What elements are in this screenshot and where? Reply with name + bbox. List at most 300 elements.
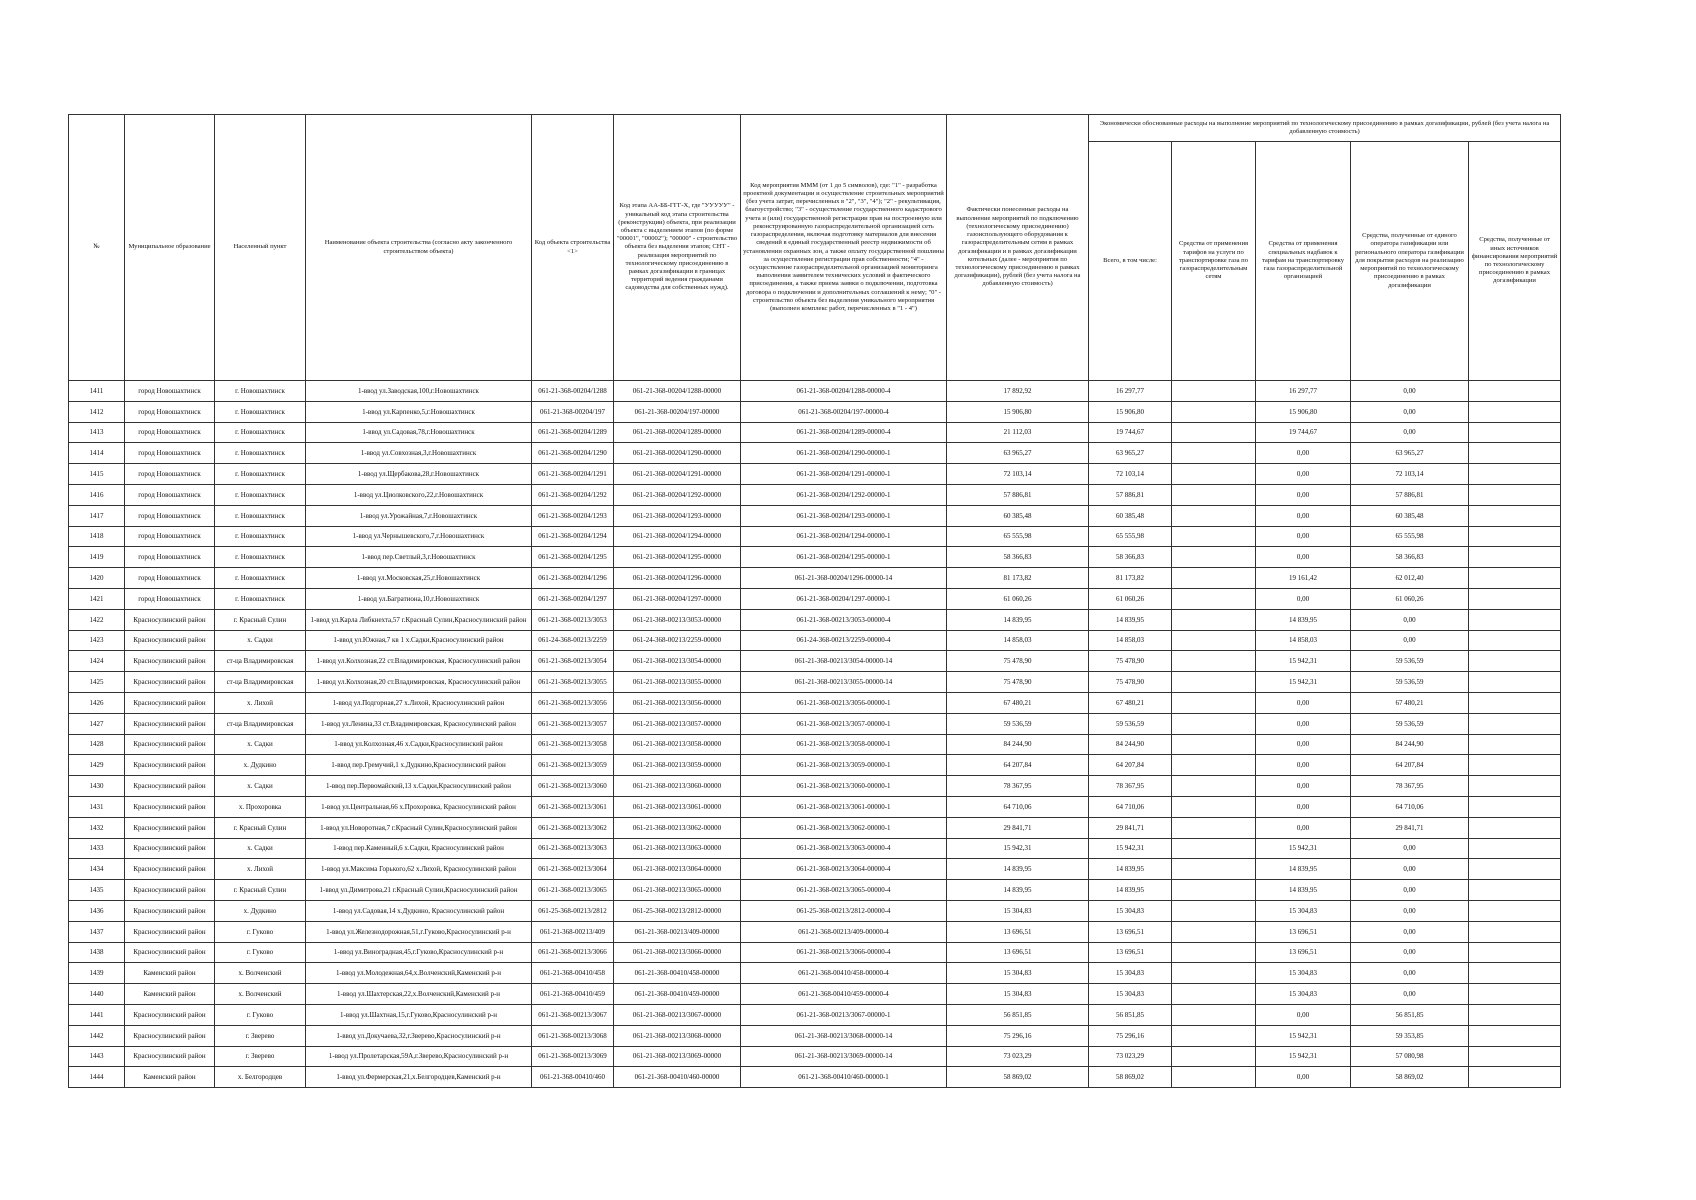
cell-object-code: 061-21-368-00204/1295: [532, 547, 614, 568]
cell-actual-costs: 60 385,48: [947, 505, 1089, 526]
cell-object-code: 061-21-368-00213/3058: [532, 734, 614, 755]
cell-settlement: г. Новошахтинск: [215, 484, 306, 505]
cell-markup-funds: 0,00: [1256, 755, 1351, 776]
cell-stage-code: 061-21-368-00204/1289-00000: [614, 422, 741, 443]
cell-measure-code: 061-24-368-00213/2259-00000-4: [741, 630, 947, 651]
cell-municipality: Красносулинский район: [125, 880, 215, 901]
cell-num: 1421: [69, 588, 125, 609]
header-measure-code: Код мероприятия МММ (от 1 до 5 символов), где: "1" - разработка проектной документации и осуществление строительных мероприятий (без учета затрат, перечисленных в "2", "3", "4"); "2" - рекультивация, благоустройство; "3" - осуществление государственного кадастрового учета и (или) государственной регистрации прав на построенную или реконструированную газораспределительной организацией сеть газораспределения, включая подготовку материалов для внесения сведений в единый государственный реестр недвижимости об установлении охранных зон, а также оплату государственной пошлины за осуществление регистрации прав собственности; "4" - осуществление газораспределительной организацией мониторинга выполнения заявителем технических условий и фактического присоединения, а также приема заявки о подключении, подготовка договора о подключении и дополнительных соглашений к нему; "0" - строительство объекта без выделения уникального мероприятия (выполнен комплекс работ, перечисленных в "1 - 4"): [741, 115, 947, 381]
cell-settlement: ст-ца Владимировская: [215, 651, 306, 672]
cell-object-code: 061-21-368-00213/3061: [532, 796, 614, 817]
cell-operator-funds: 0,00: [1351, 942, 1469, 963]
table-row: [69, 1025, 1561, 1046]
cell-stage-code: 061-21-368-00213/3061-00000: [614, 796, 741, 817]
cell-markup-funds: 15 942,31: [1256, 838, 1351, 859]
cell-other-funds: [1469, 381, 1561, 402]
cell-num: 1420: [69, 568, 125, 589]
cell-settlement: х. Садки: [215, 630, 306, 651]
table-row: [69, 796, 1561, 817]
cell-stage-code: 061-21-368-00204/197-00000: [614, 401, 741, 422]
cell-municipality: Красносулинский район: [125, 838, 215, 859]
cell-markup-funds: 15 906,80: [1256, 401, 1351, 422]
cell-object-code: 061-21-368-00213/3063: [532, 838, 614, 859]
cell-operator-funds: 59 536,59: [1351, 672, 1469, 693]
cell-actual-costs: 78 367,95: [947, 776, 1089, 797]
cell-municipality: Красносулинский район: [125, 1004, 215, 1025]
cell-actual-costs: 64 207,84: [947, 755, 1089, 776]
cell-measure-code: 061-21-368-00410/459-00000-4: [741, 984, 947, 1005]
cell-settlement: х. Прохоровка: [215, 796, 306, 817]
cell-measure-code: 061-21-368-00204/1297-00000-1: [741, 588, 947, 609]
cell-stage-code: 061-24-368-00213/2259-00000: [614, 630, 741, 651]
cell-tariff-funds: [1172, 588, 1256, 609]
cell-num: 1438: [69, 942, 125, 963]
cell-num: 1433: [69, 838, 125, 859]
cell-other-funds: [1469, 651, 1561, 672]
cell-markup-funds: 13 696,51: [1256, 921, 1351, 942]
cell-operator-funds: 64 207,84: [1351, 755, 1469, 776]
cell-object-name: 1-ввод ул.Садовая,78,г.Новошахтинск: [306, 422, 532, 443]
cell-settlement: г. Новошахтинск: [215, 526, 306, 547]
cell-object-name: 1-ввод ул.Фермерская,21,х.Белгородцев,Каменский р-н: [306, 1067, 532, 1088]
cell-settlement: х. Волченский: [215, 963, 306, 984]
cell-municipality: Каменский район: [125, 963, 215, 984]
table-body: [69, 381, 1561, 1088]
cell-actual-costs: 15 304,83: [947, 900, 1089, 921]
cell-actual-costs: 75 296,16: [947, 1025, 1089, 1046]
cell-object-code: 061-21-368-00213/3065: [532, 880, 614, 901]
cell-object-code: 061-21-368-00213/3062: [532, 817, 614, 838]
cell-actual-costs: 14 839,95: [947, 880, 1089, 901]
cell-object-code: 061-21-368-00213/3066: [532, 942, 614, 963]
cell-municipality: Красносулинский район: [125, 609, 215, 630]
cell-markup-funds: 15 942,31: [1256, 672, 1351, 693]
cell-municipality: Красносулинский район: [125, 796, 215, 817]
cell-markup-funds: 13 696,51: [1256, 942, 1351, 963]
cell-municipality: Красносулинский район: [125, 734, 215, 755]
cell-settlement: г. Новошахтинск: [215, 568, 306, 589]
cell-operator-funds: 78 367,95: [1351, 776, 1469, 797]
cell-object-name: 1-ввод пер.Первомайский,13 х.Садки,Красносулинский район: [306, 776, 532, 797]
cell-measure-code: 061-25-368-00213/2812-00000-4: [741, 900, 947, 921]
cell-settlement: х. Лихой: [215, 692, 306, 713]
cell-object-code: 061-21-368-00410/460: [532, 1067, 614, 1088]
cell-object-name: 1-ввод пер.Светлый,3,г.Новошахтинск: [306, 547, 532, 568]
cell-municipality: Красносулинский район: [125, 859, 215, 880]
cell-actual-costs: 15 906,80: [947, 401, 1089, 422]
cell-num: 1432: [69, 817, 125, 838]
cell-tariff-funds: [1172, 568, 1256, 589]
cell-object-code: 061-25-368-00213/2812: [532, 900, 614, 921]
cell-measure-code: 061-21-368-00213/3069-00000-14: [741, 1046, 947, 1067]
cell-measure-code: 061-21-368-00410/458-00000-4: [741, 963, 947, 984]
cell-measure-code: 061-21-368-00204/1296-00000-14: [741, 568, 947, 589]
cell-actual-costs: 21 112,03: [947, 422, 1089, 443]
table-row: [69, 505, 1561, 526]
cell-municipality: город Новошахтинск: [125, 547, 215, 568]
cell-settlement: г. Гуково: [215, 1004, 306, 1025]
cell-operator-funds: 29 841,71: [1351, 817, 1469, 838]
cell-measure-code: 061-21-368-00213/409-00000-4: [741, 921, 947, 942]
cell-object-name: 1-ввод ул.Щербакова,28,г.Новошахтинск: [306, 464, 532, 485]
cell-stage-code: 061-21-368-00204/1293-00000: [614, 505, 741, 526]
cell-other-funds: [1469, 817, 1561, 838]
cell-other-funds: [1469, 859, 1561, 880]
cell-other-funds: [1469, 1025, 1561, 1046]
cell-actual-costs: 57 886,81: [947, 484, 1089, 505]
cell-markup-funds: 16 297,77: [1256, 381, 1351, 402]
cell-markup-funds: 14 858,03: [1256, 630, 1351, 651]
cell-object-name: 1-ввод ул.Колхозная,20 ст.Владимировская, Красносулинский район: [306, 672, 532, 693]
cell-object-name: 1-ввод ул.Колхозная,22 ст.Владимировская, Красносулинский район: [306, 651, 532, 672]
cell-other-funds: [1469, 505, 1561, 526]
cell-settlement: г. Новошахтинск: [215, 422, 306, 443]
cell-tariff-funds: [1172, 484, 1256, 505]
cell-municipality: город Новошахтинск: [125, 484, 215, 505]
header-municipality: Муниципальное образование: [125, 115, 215, 381]
table-row: [69, 547, 1561, 568]
cell-municipality: город Новошахтинск: [125, 464, 215, 485]
cell-tariff-funds: [1172, 1004, 1256, 1025]
cell-markup-funds: 15 304,83: [1256, 963, 1351, 984]
cell-tariff-funds: [1172, 692, 1256, 713]
cell-municipality: город Новошахтинск: [125, 443, 215, 464]
cell-actual-costs: 14 839,95: [947, 859, 1089, 880]
cell-municipality: Красносулинский район: [125, 651, 215, 672]
cell-other-funds: [1469, 443, 1561, 464]
cell-markup-funds: 0,00: [1256, 443, 1351, 464]
cell-object-name: 1-ввод ул.Совхозная,3,г.Новошахтинск: [306, 443, 532, 464]
cell-actual-costs: 65 555,98: [947, 526, 1089, 547]
cell-total: 13 696,51: [1089, 921, 1172, 942]
cell-other-funds: [1469, 1046, 1561, 1067]
cell-object-code: 061-21-368-00213/3059: [532, 755, 614, 776]
cell-settlement: г. Новошахтинск: [215, 588, 306, 609]
cell-actual-costs: 72 103,14: [947, 464, 1089, 485]
cell-total: 15 304,83: [1089, 984, 1172, 1005]
cell-operator-funds: 65 555,98: [1351, 526, 1469, 547]
cell-settlement: г. Новошахтинск: [215, 505, 306, 526]
cell-num: 1439: [69, 963, 125, 984]
cell-num: 1426: [69, 692, 125, 713]
cell-object-name: 1-ввод ул.Новоротная,7 г.Красный Сулин,Красносулинский район: [306, 817, 532, 838]
cell-stage-code: 061-21-368-00204/1290-00000: [614, 443, 741, 464]
cell-actual-costs: 14 839,95: [947, 609, 1089, 630]
cell-num: 1422: [69, 609, 125, 630]
cell-markup-funds: 0,00: [1256, 484, 1351, 505]
cell-object-name: 1-ввод ул.Южная,7 кв 1 х.Садки,Красносулинский район: [306, 630, 532, 651]
cell-total: 65 555,98: [1089, 526, 1172, 547]
table-row: [69, 921, 1561, 942]
cell-total: 64 207,84: [1089, 755, 1172, 776]
cell-total: 57 886,81: [1089, 484, 1172, 505]
cell-tariff-funds: [1172, 1046, 1256, 1067]
cell-tariff-funds: [1172, 796, 1256, 817]
cell-markup-funds: 15 942,31: [1256, 651, 1351, 672]
cell-other-funds: [1469, 755, 1561, 776]
header-stage-code: Код этапа АА-ББ-ГГГ-Х, где "УУУУУ" - уникальный код этапа строительства (реконструкции) объекта, при реализации объекта с выделением этапов (по форме "00001", "00002"); "00000" - строительство объекта без выделения этапов; СНТ - реализация мероприятий по технологическому присоединению в рамках догазификации в границах территорий ведения гражданами садоводства для собственных нужд).: [614, 115, 741, 381]
cell-total: 15 942,31: [1089, 838, 1172, 859]
cell-stage-code: 061-21-368-00213/3066-00000: [614, 942, 741, 963]
cell-num: 1430: [69, 776, 125, 797]
cell-municipality: Красносулинский район: [125, 713, 215, 734]
cell-measure-code: 061-21-368-00213/3068-00000-14: [741, 1025, 947, 1046]
table-row: [69, 838, 1561, 859]
cell-markup-funds: 15 942,31: [1256, 1025, 1351, 1046]
cell-municipality: Каменский район: [125, 984, 215, 1005]
cell-stage-code: 061-21-368-00213/409-00000: [614, 921, 741, 942]
cell-markup-funds: 19 744,67: [1256, 422, 1351, 443]
cell-object-code: 061-21-368-00213/3054: [532, 651, 614, 672]
cell-total: 63 965,27: [1089, 443, 1172, 464]
cell-markup-funds: 14 839,95: [1256, 609, 1351, 630]
cell-other-funds: [1469, 588, 1561, 609]
cell-operator-funds: 0,00: [1351, 921, 1469, 942]
cell-measure-code: 061-21-368-00213/3055-00000-14: [741, 672, 947, 693]
cell-other-funds: [1469, 734, 1561, 755]
cell-measure-code: 061-21-368-00410/460-00000-1: [741, 1067, 947, 1088]
cell-num: 1431: [69, 796, 125, 817]
cell-object-code: 061-21-368-00213/3068: [532, 1025, 614, 1046]
cell-municipality: Красносулинский район: [125, 817, 215, 838]
header-markup-funds: Средства от применения специальных надбавок к тарифам на транспортировку газа газораспределительной организацией: [1256, 142, 1351, 381]
cell-object-code: 061-24-368-00213/2259: [532, 630, 614, 651]
cell-actual-costs: 67 480,21: [947, 692, 1089, 713]
cell-stage-code: 061-21-368-00213/3060-00000: [614, 776, 741, 797]
cell-object-name: 1-ввод ул.Шахтная,15,г.Гуково,Красносулинский р-н: [306, 1004, 532, 1025]
cell-object-name: 1-ввод ул.Московская,25,г.Новошахтинск: [306, 568, 532, 589]
cell-total: 15 304,83: [1089, 963, 1172, 984]
cell-total: 15 906,80: [1089, 401, 1172, 422]
cell-actual-costs: 29 841,71: [947, 817, 1089, 838]
cell-tariff-funds: [1172, 880, 1256, 901]
cell-object-name: 1-ввод ул.Багратиона,10,г.Новошахтинск: [306, 588, 532, 609]
cell-municipality: Красносулинский район: [125, 672, 215, 693]
table-row: [69, 859, 1561, 880]
cell-object-code: 061-21-368-00410/459: [532, 984, 614, 1005]
cell-actual-costs: 84 244,90: [947, 734, 1089, 755]
table-row: [69, 672, 1561, 693]
cell-other-funds: [1469, 422, 1561, 443]
cell-operator-funds: 58 869,02: [1351, 1067, 1469, 1088]
cell-actual-costs: 17 892,92: [947, 381, 1089, 402]
cell-markup-funds: 0,00: [1256, 734, 1351, 755]
header-other-funds: Средства, полученные от иных источников финансирования мероприятий по технологическому присоединению в рамках догазификации: [1469, 142, 1561, 381]
cell-stage-code: 061-25-368-00213/2812-00000: [614, 900, 741, 921]
cell-tariff-funds: [1172, 526, 1256, 547]
cell-object-code: 061-21-368-00204/1293: [532, 505, 614, 526]
cell-actual-costs: 15 304,83: [947, 984, 1089, 1005]
cell-stage-code: 061-21-368-00213/3069-00000: [614, 1046, 741, 1067]
table-row: [69, 880, 1561, 901]
cell-operator-funds: 57 080,98: [1351, 1046, 1469, 1067]
cell-tariff-funds: [1172, 443, 1256, 464]
cell-object-code: 061-21-368-00204/1289: [532, 422, 614, 443]
cell-measure-code: 061-21-368-00213/3054-00000-14: [741, 651, 947, 672]
cell-tariff-funds: [1172, 422, 1256, 443]
cell-object-code: 061-21-368-00213/3060: [532, 776, 614, 797]
cell-stage-code: 061-21-368-00213/3064-00000: [614, 859, 741, 880]
cell-num: 1436: [69, 900, 125, 921]
table-row: [69, 984, 1561, 1005]
cell-settlement: ст-ца Владимировская: [215, 672, 306, 693]
cell-markup-funds: 0,00: [1256, 776, 1351, 797]
cell-total: 78 367,95: [1089, 776, 1172, 797]
cell-num: 1427: [69, 713, 125, 734]
cell-operator-funds: 56 851,85: [1351, 1004, 1469, 1025]
cell-object-code: 061-21-368-00204/1288: [532, 381, 614, 402]
cell-operator-funds: 84 244,90: [1351, 734, 1469, 755]
cell-object-code: 061-21-368-00213/3053: [532, 609, 614, 630]
cell-other-funds: [1469, 942, 1561, 963]
cell-measure-code: 061-21-368-00213/3064-00000-4: [741, 859, 947, 880]
cell-municipality: Красносулинский район: [125, 1046, 215, 1067]
cell-object-name: 1-ввод ул.Виноградная,45,г.Гуково,Красносулинский р-н: [306, 942, 532, 963]
cell-actual-costs: 81 173,82: [947, 568, 1089, 589]
cell-tariff-funds: [1172, 942, 1256, 963]
table-row: [69, 1004, 1561, 1025]
cell-object-code: 061-21-368-00204/1292: [532, 484, 614, 505]
cell-stage-code: 061-21-368-00204/1294-00000: [614, 526, 741, 547]
cell-markup-funds: 19 161,42: [1256, 568, 1351, 589]
cell-actual-costs: 64 710,06: [947, 796, 1089, 817]
cell-measure-code: 061-21-368-00213/3061-00000-1: [741, 796, 947, 817]
cell-num: 1443: [69, 1046, 125, 1067]
cell-object-name: 1-ввод ул.Урожайная,7,г.Новошахтинск: [306, 505, 532, 526]
cell-object-code: 061-21-368-00204/1290: [532, 443, 614, 464]
cell-object-name: 1-ввод ул.Чернышевского,7,г.Новошахтинск: [306, 526, 532, 547]
cell-operator-funds: 61 060,26: [1351, 588, 1469, 609]
cell-total: 58 366,83: [1089, 547, 1172, 568]
cell-settlement: х. Белгородцев: [215, 1067, 306, 1088]
cell-actual-costs: 75 478,90: [947, 651, 1089, 672]
cell-actual-costs: 56 851,85: [947, 1004, 1089, 1025]
cell-num: 1417: [69, 505, 125, 526]
cell-object-code: 061-21-368-00204/1294: [532, 526, 614, 547]
cell-markup-funds: 0,00: [1256, 796, 1351, 817]
cell-measure-code: 061-21-368-00204/1290-00000-1: [741, 443, 947, 464]
cell-stage-code: 061-21-368-00213/3055-00000: [614, 672, 741, 693]
table-row: [69, 568, 1561, 589]
cell-num: 1419: [69, 547, 125, 568]
cell-municipality: Красносулинский район: [125, 921, 215, 942]
cell-total: 14 858,03: [1089, 630, 1172, 651]
cell-other-funds: [1469, 900, 1561, 921]
cell-tariff-funds: [1172, 464, 1256, 485]
cell-stage-code: 061-21-368-00410/460-00000: [614, 1067, 741, 1088]
cell-object-name: 1-ввод ул.Молодежная,64,х.Волченский,Каменский р-н: [306, 963, 532, 984]
header-economic-costs-group: Экономически обоснованные расходы на выполнение мероприятий по технологическому присоединению в рамках догазификации, рублей (без учета налога на добавленную стоимость): [1089, 115, 1561, 142]
cell-tariff-funds: [1172, 859, 1256, 880]
cell-other-funds: [1469, 401, 1561, 422]
cell-settlement: х. Дудкино: [215, 900, 306, 921]
cell-measure-code: 061-21-368-00204/197-00000-4: [741, 401, 947, 422]
cell-total: 81 173,82: [1089, 568, 1172, 589]
cell-tariff-funds: [1172, 984, 1256, 1005]
table-row: [69, 630, 1561, 651]
cell-actual-costs: 15 304,83: [947, 963, 1089, 984]
cell-settlement: г. Гуково: [215, 921, 306, 942]
cell-stage-code: 061-21-368-00213/3062-00000: [614, 817, 741, 838]
cell-object-name: 1-ввод ул.Докучаева,32,г.Зверево,Красносулинский р-н: [306, 1025, 532, 1046]
cell-municipality: Красносулинский район: [125, 630, 215, 651]
cell-measure-code: 061-21-368-00204/1292-00000-1: [741, 484, 947, 505]
header-actual-costs: Фактически понесенные расходы на выполнение мероприятий по подключению (технологическому присоединению) газоиспользующего оборудования к газораспределительным сетям в рамках догазификации и в рамках догазификации котельных (далее - мероприятия по технологическому присоединению в рамках догазификации), рублей (без учета налога на добавленную стоимость): [947, 115, 1089, 381]
cell-operator-funds: 0,00: [1351, 880, 1469, 901]
cell-other-funds: [1469, 1004, 1561, 1025]
table-row: [69, 900, 1561, 921]
cell-num: 1424: [69, 651, 125, 672]
cell-other-funds: [1469, 713, 1561, 734]
report-sheet: [68, 114, 1560, 1088]
cell-operator-funds: 64 710,06: [1351, 796, 1469, 817]
cell-num: 1435: [69, 880, 125, 901]
cell-operator-funds: 0,00: [1351, 401, 1469, 422]
table-row: [69, 651, 1561, 672]
cell-markup-funds: 0,00: [1256, 588, 1351, 609]
cell-tariff-funds: [1172, 651, 1256, 672]
cell-municipality: Каменский район: [125, 1067, 215, 1088]
table-row: [69, 963, 1561, 984]
cell-object-name: 1-ввод ул.Максима Горького,62 х.Лихой, Красносулинский район: [306, 859, 532, 880]
cell-markup-funds: 0,00: [1256, 547, 1351, 568]
cell-object-name: 1-ввод ул.Центральная,66 х.Прохоровка, Красносулинский район: [306, 796, 532, 817]
cell-object-name: 1-ввод ул.Карпенко,5,г.Новошахтинск: [306, 401, 532, 422]
cell-operator-funds: 72 103,14: [1351, 464, 1469, 485]
cell-object-code: 061-21-368-00410/458: [532, 963, 614, 984]
cell-other-funds: [1469, 526, 1561, 547]
cell-object-name: 1-ввод пер.Каменный,6 х.Садки, Красносулинский район: [306, 838, 532, 859]
table-row: [69, 1067, 1561, 1088]
header-num: №: [69, 115, 125, 381]
cell-operator-funds: 0,00: [1351, 984, 1469, 1005]
cell-municipality: город Новошахтинск: [125, 422, 215, 443]
table-row: [69, 817, 1561, 838]
cell-stage-code: 061-21-368-00204/1288-00000: [614, 381, 741, 402]
header-object-code: Код объекта строительства <1>: [532, 115, 614, 381]
cell-operator-funds: 59 536,59: [1351, 713, 1469, 734]
cell-object-name: 1-ввод ул.Колхозная,46 х.Садки,Красносулинский район: [306, 734, 532, 755]
cell-object-code: 061-21-368-00213/3055: [532, 672, 614, 693]
cell-stage-code: 061-21-368-00213/3063-00000: [614, 838, 741, 859]
cell-total: 14 839,95: [1089, 859, 1172, 880]
cell-object-code: 061-21-368-00204/1291: [532, 464, 614, 485]
cell-settlement: г. Новошахтинск: [215, 547, 306, 568]
cell-object-name: 1-ввод ул.Садовая,14 х.Дудкино, Красносулинский район: [306, 900, 532, 921]
cell-municipality: город Новошахтинск: [125, 505, 215, 526]
cell-other-funds: [1469, 880, 1561, 901]
cell-settlement: г. Красный Сулин: [215, 880, 306, 901]
cell-actual-costs: 73 023,29: [947, 1046, 1089, 1067]
cell-operator-funds: 0,00: [1351, 838, 1469, 859]
cell-other-funds: [1469, 464, 1561, 485]
cell-other-funds: [1469, 796, 1561, 817]
cell-total: 84 244,90: [1089, 734, 1172, 755]
cell-actual-costs: 59 536,59: [947, 713, 1089, 734]
cell-settlement: г. Зверево: [215, 1025, 306, 1046]
cell-other-funds: [1469, 921, 1561, 942]
cell-stage-code: 061-21-368-00213/3058-00000: [614, 734, 741, 755]
cell-settlement: г. Новошахтинск: [215, 401, 306, 422]
cell-object-code: 061-21-368-00213/3057: [532, 713, 614, 734]
cell-markup-funds: 0,00: [1256, 817, 1351, 838]
cell-object-code: 061-21-368-00213/3056: [532, 692, 614, 713]
cell-tariff-funds: [1172, 713, 1256, 734]
header-operator-funds: Средства, полученные от единого оператора газификации или регионального оператора газификации для покрытия расходов на реализацию мероприятий по технологическому присоединению в рамках догазификации: [1351, 142, 1469, 381]
cell-object-name: 1-ввод ул.Ленина,33 ст.Владимировская, Красносулинский район: [306, 713, 532, 734]
cell-total: 73 023,29: [1089, 1046, 1172, 1067]
cell-markup-funds: 0,00: [1256, 464, 1351, 485]
